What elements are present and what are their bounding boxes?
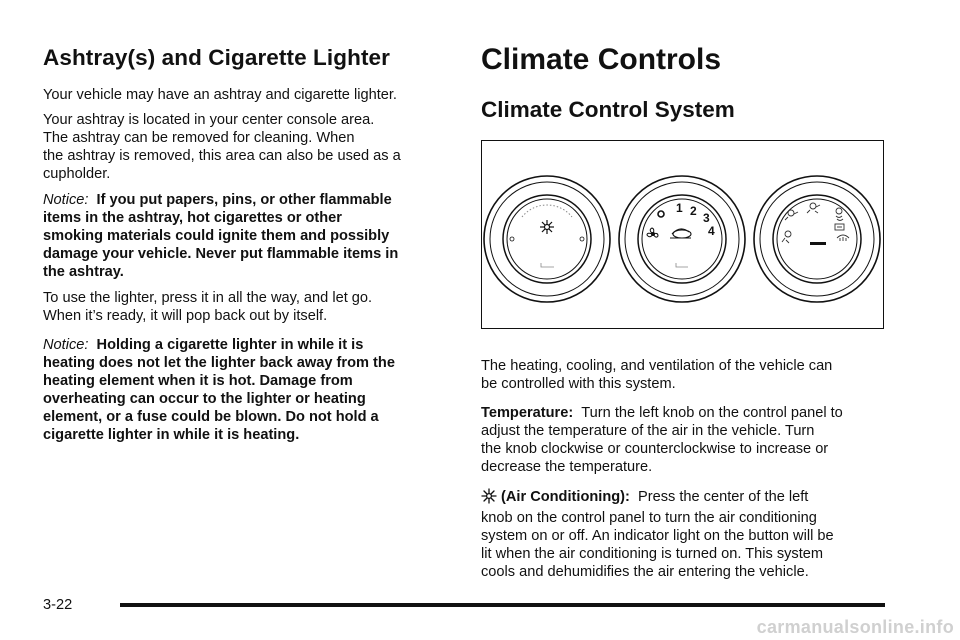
fan-speed-3-label: 3	[703, 211, 710, 225]
notice-label: Notice:	[43, 337, 89, 353]
page-number: 3-22	[43, 597, 73, 613]
fan-speed-4-label: 4	[708, 224, 715, 238]
watermark: carmanualsonline.info	[756, 617, 954, 637]
notice-flammable: Notice: If you put papers, pins, or other flammable items in the ashtray, hot cigarettes or other smoking materials could ignite them and possibly damage your vehicle. Never put flammable items in the ashtray.	[43, 192, 399, 280]
fan-speed-2-label: 2	[690, 204, 697, 218]
snowflake-icon	[481, 488, 497, 509]
term-temperature: Temperature:	[481, 405, 574, 421]
snowflake-icon	[540, 220, 554, 234]
paragraph-temperature: Temperature: Turn the left knob on the control panel to adjust the temperature of the air in the vehicle. Turn the knob clockwise or counterclockwise to increase or decrease the temperature.	[481, 405, 843, 475]
floor-mode-icon	[782, 231, 791, 243]
rear-defrost-icon	[835, 224, 844, 230]
vent-mode-icon	[785, 210, 798, 220]
section-heading-ashtray: Ashtray(s) and Cigarette Lighter	[43, 45, 391, 70]
front-defrost-icon	[837, 235, 849, 241]
fan-speed-1-label: 1	[676, 201, 683, 215]
section-heading-climate-system: Climate Control System	[481, 97, 735, 122]
temperature-knob	[484, 176, 610, 302]
recirculation-icon	[670, 229, 691, 238]
notice-lighter: Notice: Holding a cigarette lighter in while it is heating does not let the lighter back away from the heating element when it is hot. Damage from overheating can occur to the lighter or heating element, or a fuse could be blown. Do not hold a cigarette lighter in while it is heating.	[43, 337, 395, 443]
paragraph-ashtray-intro: Your vehicle may have an ashtray and cigarette lighter.	[43, 87, 397, 103]
term-air-conditioning: (Air Conditioning):	[501, 489, 630, 505]
climate-control-panel-figure	[481, 140, 884, 329]
chapter-heading-climate: Climate Controls	[481, 43, 722, 76]
fan-icon	[647, 228, 658, 237]
footer-rule	[120, 603, 885, 607]
paragraph-lighter-use: To use the lighter, press it in all the way, and let go. When it’s ready, it will pop back out by itself.	[43, 290, 373, 324]
off-indicator	[658, 211, 664, 217]
bilevel-mode-icon	[807, 203, 820, 213]
notice-label: Notice:	[43, 192, 89, 208]
defog-mode-icon	[836, 208, 843, 221]
paragraph-climate-intro: The heating, cooling, and ventilation of the vehicle can be controlled with this system.	[481, 358, 833, 392]
paragraph-ashtray-location: Your ashtray is located in your center console area. The ashtray can be removed for cleaning. When the ashtray is removed, this area can also be used as a cupholder.	[43, 112, 401, 182]
mode-knob	[754, 176, 880, 302]
paragraph-air-conditioning: (Air Conditioning): Press the center of the left knob on the control panel to turn the air conditioning system on or off. An indicator light on the button will be lit when the air conditioning is turned on. This system cools and dehumidifies the air entering the vehicle.	[481, 489, 834, 580]
climate-panel-illustration	[482, 141, 882, 327]
indicator-light	[810, 242, 826, 245]
fan-speed-knob	[619, 176, 745, 302]
